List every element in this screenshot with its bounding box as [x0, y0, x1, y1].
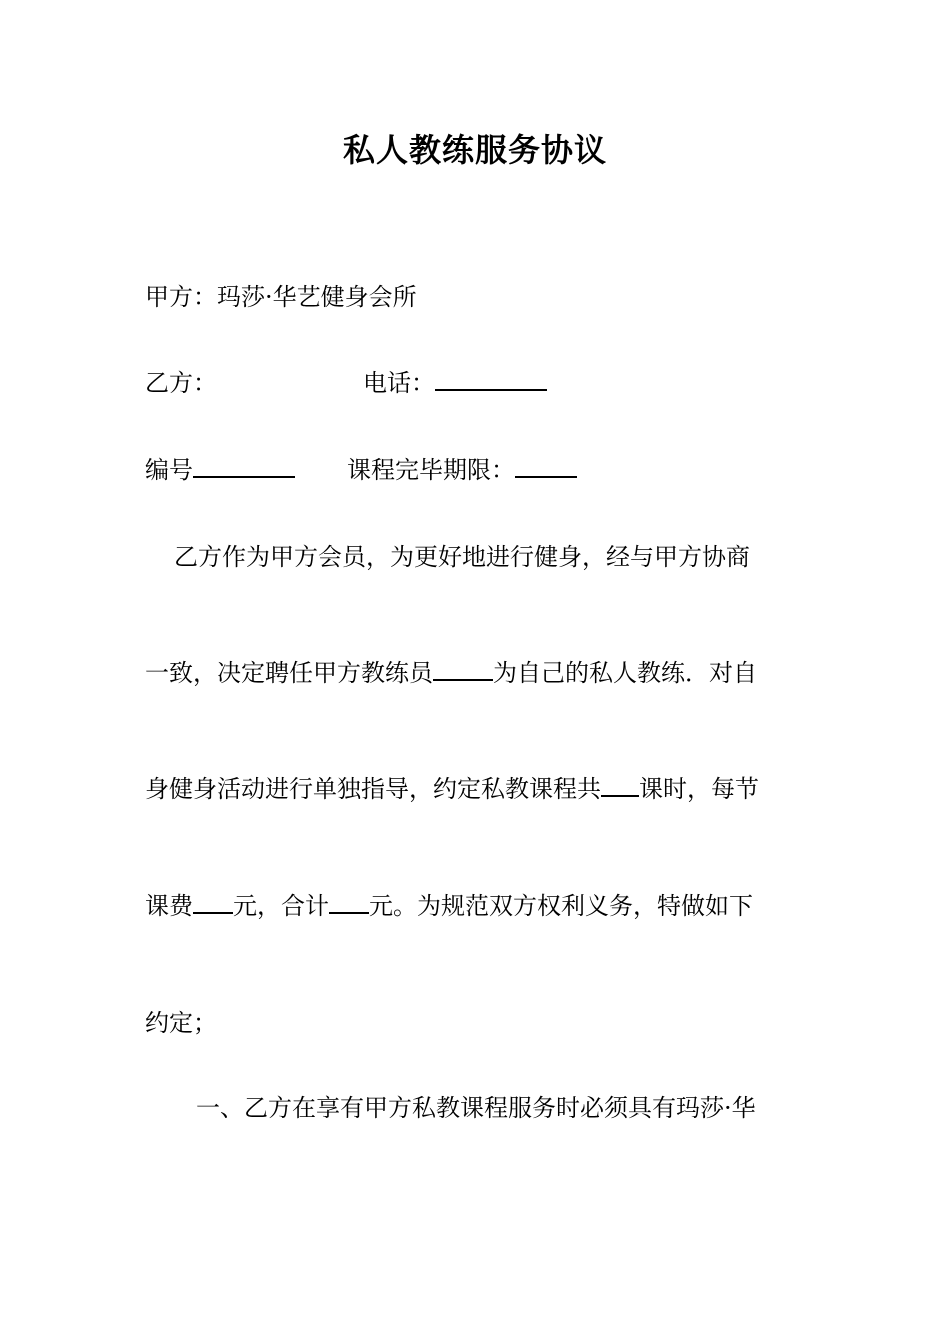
- fee-per-class-blank[interactable]: [193, 890, 233, 914]
- paragraph-1-line-5: [145, 1006, 217, 1040]
- coach-name-blank[interactable]: [433, 657, 493, 681]
- paragraph-1-line-1: [174, 540, 750, 574]
- para1-line5-text: 约定；: [145, 1009, 217, 1037]
- para1-line1-text: 乙方作为甲方会员，为更好地进行健身，经与甲方协商: [174, 543, 750, 571]
- para1-line3-text-b: 课时，每节: [639, 775, 759, 803]
- para2-line1-text: 一、乙方在享有甲方私教课程服务时必须具有玛莎·华: [196, 1094, 756, 1122]
- phone-blank[interactable]: [435, 367, 547, 391]
- number-blank[interactable]: [193, 454, 295, 478]
- class-hours-blank[interactable]: [601, 773, 639, 797]
- para1-line2-text-a: 一致，决定聘任甲方教练员: [145, 659, 433, 687]
- party-b-line: [145, 366, 547, 400]
- paragraph-1-line-3: [145, 772, 759, 806]
- paragraph-1-line-2: [145, 656, 757, 690]
- document-title: 私人教练服务协议: [342, 131, 607, 169]
- deadline-label: 课程完毕期限：: [347, 456, 515, 484]
- number-line: [145, 453, 577, 487]
- para1-line2-text-b: 为自己的私人教练．对自: [493, 659, 757, 687]
- paragraph-2-line-1: [196, 1091, 756, 1125]
- total-fee-blank[interactable]: [329, 890, 369, 914]
- party-a-text: 甲方：玛莎·华艺健身会所: [145, 283, 417, 311]
- deadline-blank[interactable]: [515, 454, 577, 478]
- party-a-line: [145, 280, 417, 314]
- para1-line4-text-a: 课费: [145, 892, 193, 920]
- phone-label: 电话：: [363, 369, 435, 397]
- number-label: 编号: [145, 456, 193, 484]
- party-b-label: 乙方：: [145, 369, 217, 397]
- para1-line4-text-c: 元。为规范双方权利义务，特做如下: [369, 892, 753, 920]
- paragraph-1-line-4: [145, 889, 753, 923]
- para1-line4-text-b: 元，合计: [233, 892, 329, 920]
- para1-line3-text-a: 身健身活动进行单独指导，约定私教课程共: [145, 775, 601, 803]
